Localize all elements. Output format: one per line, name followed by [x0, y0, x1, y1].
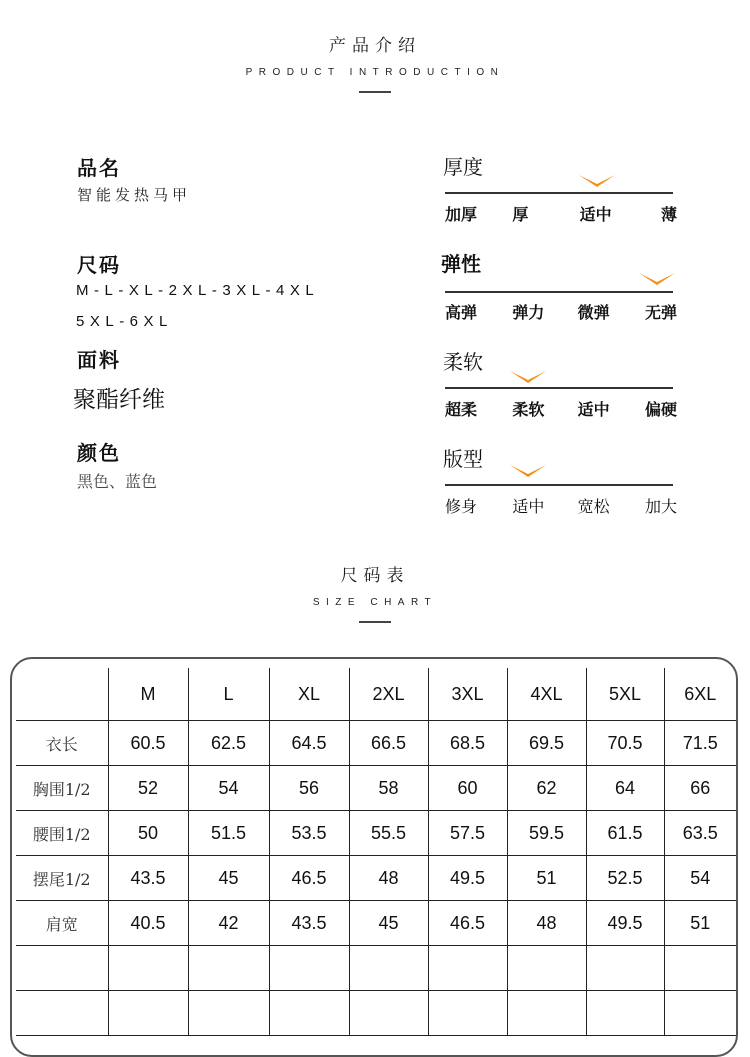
table-cell: 70.5	[586, 721, 664, 766]
header-cell: 3XL	[428, 668, 507, 721]
elasticity-option-selected: 无弹	[644, 303, 677, 322]
table-row	[16, 721, 736, 766]
table-cell: 58	[349, 766, 428, 811]
elasticity-scale-line	[445, 291, 673, 293]
softness-scale-line	[445, 387, 673, 389]
table-cell: 40.5	[108, 901, 188, 946]
fit-option: 宽松	[577, 497, 610, 516]
row-label: 衣长	[16, 721, 108, 766]
table-cell: 51	[664, 901, 736, 946]
table-cell: 66.5	[349, 721, 428, 766]
table-cell: 63.5	[664, 811, 736, 856]
table-cell: 51.5	[188, 811, 269, 856]
table-cell	[108, 991, 188, 1036]
table-cell: 66	[664, 766, 736, 811]
table-cell	[269, 991, 349, 1036]
table-cell	[586, 991, 664, 1036]
size-label: 尺码	[77, 253, 121, 277]
table-cell	[188, 991, 269, 1036]
color-label: 颜色	[77, 441, 121, 465]
table-cell: 50	[108, 811, 188, 856]
intro-divider	[359, 91, 391, 93]
fit-option: 修身	[445, 497, 478, 516]
table-cell	[428, 991, 507, 1036]
table-cell	[349, 991, 428, 1036]
fit-option: 加大	[644, 497, 677, 516]
softness-options	[445, 397, 677, 420]
table-cell	[108, 946, 188, 991]
row-label: 腰围1/2	[16, 811, 108, 856]
size-value-line1: M-L-XL-2XL-3XL-4XL	[76, 282, 320, 299]
header-cell: M	[108, 668, 188, 721]
elasticity-option: 弹力	[512, 303, 545, 322]
thickness-option: 厚	[512, 205, 529, 224]
table-cell: 53.5	[269, 811, 349, 856]
thickness-label: 厚度	[443, 155, 483, 179]
header-cell: 4XL	[507, 668, 586, 721]
name-label: 品名	[77, 156, 121, 180]
table-cell: 54	[188, 766, 269, 811]
table-cell: 48	[507, 901, 586, 946]
softness-label: 柔软	[443, 350, 483, 374]
table-cell	[507, 946, 586, 991]
softness-option: 适中	[577, 400, 610, 419]
table-row	[16, 811, 736, 856]
table-cell: 56	[269, 766, 349, 811]
table-cell: 48	[349, 856, 428, 901]
size-chart-subtitle: SIZE CHART	[312, 597, 438, 608]
size-value-line2: 5XL-6XL	[76, 313, 173, 330]
header-row	[16, 668, 736, 721]
fit-option-selected: 适中	[512, 497, 545, 516]
table-cell	[349, 946, 428, 991]
table-row-empty	[16, 991, 736, 1036]
table-cell: 68.5	[428, 721, 507, 766]
table-cell: 64.5	[269, 721, 349, 766]
table-cell: 45	[349, 901, 428, 946]
thickness-option: 加厚	[445, 205, 478, 224]
header-cell: 6XL	[664, 668, 736, 721]
header-cell: 2XL	[349, 668, 428, 721]
elasticity-label: 弹性	[441, 252, 481, 276]
intro-title: 产品介绍	[329, 36, 421, 56]
row-label: 胸围1/2	[16, 766, 108, 811]
softness-option-selected: 柔软	[512, 400, 545, 419]
table-cell: 60	[428, 766, 507, 811]
thickness-scale-line	[445, 192, 673, 194]
size-chart-title: 尺码表	[340, 566, 410, 586]
table-row	[16, 766, 736, 811]
softness-indicator-icon	[510, 371, 546, 383]
table-cell: 69.5	[507, 721, 586, 766]
table-cell: 52	[108, 766, 188, 811]
thickness-options	[445, 202, 677, 225]
table-cell: 55.5	[349, 811, 428, 856]
table-cell: 42	[188, 901, 269, 946]
header-cell: L	[188, 668, 269, 721]
table-cell: 51	[507, 856, 586, 901]
size-chart-divider	[359, 621, 391, 623]
table-cell: 45	[188, 856, 269, 901]
table-cell: 62.5	[188, 721, 269, 766]
table-cell: 52.5	[586, 856, 664, 901]
elasticity-option: 高弹	[445, 303, 478, 322]
fit-scale-line	[445, 484, 673, 486]
table-row	[16, 856, 736, 901]
intro-subtitle: PRODUCT INTRODUCTION	[245, 67, 505, 78]
table-cell: 54	[664, 856, 736, 901]
fit-options	[445, 494, 677, 517]
fit-indicator-icon	[510, 465, 546, 477]
table-cell: 61.5	[586, 811, 664, 856]
table-cell: 46.5	[428, 901, 507, 946]
thickness-option-selected: 适中	[579, 205, 612, 224]
header-cell: 5XL	[586, 668, 664, 721]
thickness-indicator-icon	[579, 175, 615, 187]
thickness-option: 薄	[660, 205, 677, 224]
softness-option: 偏硬	[644, 400, 677, 419]
table-cell	[188, 946, 269, 991]
elasticity-option: 微弹	[577, 303, 610, 322]
table-cell	[664, 946, 736, 991]
table-cell	[586, 946, 664, 991]
table-cell: 43.5	[269, 901, 349, 946]
table-cell: 43.5	[108, 856, 188, 901]
name-value: 智能发热马甲	[77, 186, 192, 204]
table-cell	[507, 991, 586, 1036]
table-row-empty	[16, 946, 736, 991]
table-cell: 62	[507, 766, 586, 811]
table-cell	[664, 991, 736, 1036]
row-label: 肩宽	[16, 901, 108, 946]
fabric-value: 聚酯纤维	[73, 387, 165, 413]
size-chart-table	[16, 668, 736, 1036]
elasticity-options	[445, 300, 677, 323]
table-cell: 64	[586, 766, 664, 811]
table-cell: 59.5	[507, 811, 586, 856]
table-cell: 57.5	[428, 811, 507, 856]
table-cell: 71.5	[664, 721, 736, 766]
table-cell	[269, 946, 349, 991]
table-cell: 49.5	[586, 901, 664, 946]
row-label: 摆尾1/2	[16, 856, 108, 901]
header-cell	[16, 668, 108, 721]
color-value: 黑色、蓝色	[77, 472, 158, 491]
table-cell: 46.5	[269, 856, 349, 901]
table-row	[16, 901, 736, 946]
table-cell: 49.5	[428, 856, 507, 901]
fit-label: 版型	[443, 447, 483, 471]
table-cell: 60.5	[108, 721, 188, 766]
softness-option: 超柔	[445, 400, 478, 419]
row-label	[16, 991, 108, 1036]
fabric-label: 面料	[77, 348, 121, 372]
elasticity-indicator-icon	[639, 273, 675, 285]
table-cell	[428, 946, 507, 991]
row-label	[16, 946, 108, 991]
header-cell: XL	[269, 668, 349, 721]
